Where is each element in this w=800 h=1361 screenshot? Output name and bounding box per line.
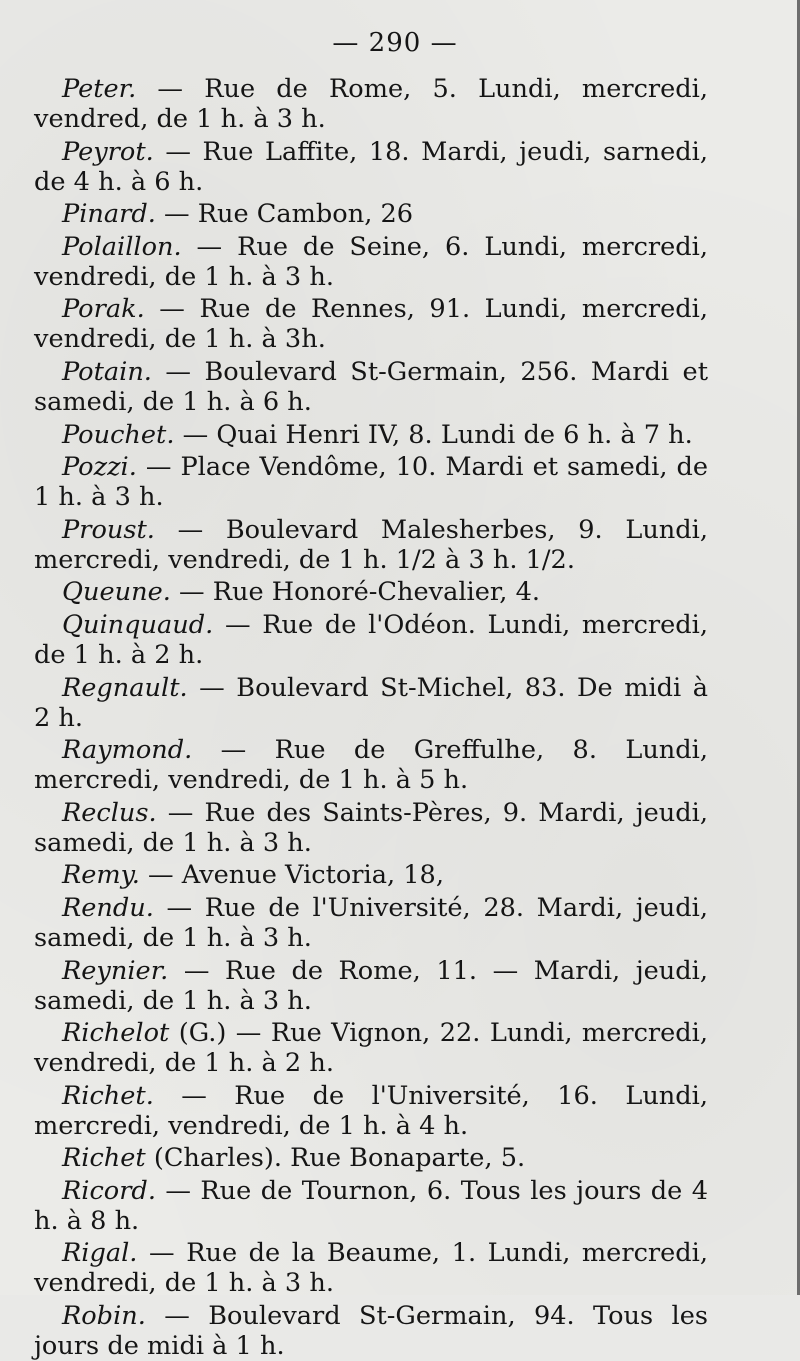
entry-text: — Boulevard St-Germain, 94. Tous les jours de midi à 1 h. <box>34 1301 708 1361</box>
list-item <box>34 798 708 858</box>
physician-name: Rigal. <box>62 1238 138 1269</box>
entry-text: — Rue de l'Université, 16. Lundi, mercredi, vendredi, de 1 h. à 4 h. <box>34 1080 708 1141</box>
list-item <box>34 1176 708 1236</box>
entry-text: — Rue de l'Université, 28. Mardi, jeudi, samedi, de 1 h. à 3 h. <box>34 892 708 953</box>
physician-name: Richelot <box>62 1018 170 1049</box>
physician-name: Richet <box>62 1143 146 1174</box>
physician-name: Remy. <box>62 860 140 891</box>
physician-name: Raymond. <box>62 735 193 766</box>
entry-text: — Boulevard St-Michel, 83. De midi à 2 h. <box>34 672 708 733</box>
entry-text: — Rue de Rome, 5. Lundi, mercredi, vendred, de 1 h. à 3 h. <box>34 74 708 134</box>
physician-name: Pouchet. <box>62 419 175 450</box>
list-item <box>34 610 708 670</box>
entry-text: — Avenue Victoria, 18, <box>139 860 444 891</box>
entry-text: (G.) — Rue Vignon, 22. Lundi, mercredi, vendredi, de 1 h. à 2 h. <box>34 1018 708 1079</box>
list-item <box>34 515 708 575</box>
physician-name: Peyrot. <box>62 136 154 167</box>
list-item <box>34 735 708 795</box>
physician-name: Quinquaud. <box>62 609 214 640</box>
physician-name: Queune. <box>62 577 171 608</box>
entry-text: — Rue de Tournon, 6. Tous les jours de 4 h. à 8 h. <box>34 1175 708 1236</box>
physician-name: Potain. <box>62 356 152 387</box>
entry-text: — Rue Laffite, 18. Mardi, jeudi, sarnedi, de 4 h. à 6 h. <box>34 136 708 197</box>
physician-name: Proust. <box>62 514 155 545</box>
list-item <box>34 956 708 1016</box>
entry-list <box>34 74 708 1361</box>
list-item <box>34 232 708 292</box>
entry-text: — Rue de Rome, 11. — Mardi, jeudi, samedi, de 1 h. à 3 h. <box>34 955 708 1016</box>
physician-name: Ricord. <box>62 1175 156 1206</box>
entry-text: — Rue de Seine, 6. Lundi, mercredi, vendredi, de 1 h. à 3 h. <box>34 231 708 292</box>
physician-name: Porak. <box>62 294 145 325</box>
entry-text: (Charles). Rue Bonaparte, 5. <box>145 1143 526 1174</box>
physician-name: Peter. <box>62 74 137 104</box>
list-item <box>34 1301 708 1361</box>
entry-text: — Place Vendôme, 10. Mardi et samedi, de 1 h. à 3 h. <box>34 452 708 513</box>
list-item <box>34 74 708 134</box>
list-item <box>34 893 708 953</box>
list-item <box>34 673 708 733</box>
physician-name: Robin. <box>62 1301 146 1332</box>
list-item <box>34 420 708 450</box>
physician-name: Polaillon. <box>62 231 182 262</box>
list-item <box>34 357 708 417</box>
physician-name: Richet. <box>62 1080 154 1111</box>
list-item <box>34 1143 708 1173</box>
list-item <box>34 452 708 512</box>
list-item <box>34 294 708 354</box>
list-item <box>34 860 708 890</box>
page-number: — 290 — <box>332 28 458 58</box>
physician-name: Pinard. <box>62 199 156 230</box>
entry-text: — Quai Henri IV, 8. Lundi de 6 h. à 7 h. <box>174 419 693 450</box>
entry-text: — Rue de la Beaume, 1. Lundi, mercredi, vendredi, de 1 h. à 3 h. <box>34 1238 708 1299</box>
physician-name: Rendu. <box>62 892 154 923</box>
physician-name: Pozzi. <box>62 452 137 483</box>
physician-name: Reynier. <box>62 955 169 986</box>
entry-text: — Boulevard St-Germain, 256. Mardi et samedi, de 1 h. à 6 h. <box>34 356 708 417</box>
physician-name: Reclus. <box>62 797 157 828</box>
list-item <box>34 1081 708 1141</box>
list-item <box>34 577 708 607</box>
list-item <box>34 1018 708 1078</box>
list-item <box>34 137 708 197</box>
physician-name: Regnault. <box>62 672 188 703</box>
entry-text: — Rue de l'Odéon. Lundi, mercredi, de 1 h. à 2 h. <box>34 609 708 670</box>
list-item <box>34 1238 708 1298</box>
entry-text: — Rue des Saints-Pères, 9. Mardi, jeudi, samedi, de 1 h. à 3 h. <box>34 797 708 858</box>
entry-text: — Rue de Greffulhe, 8. Lundi, mercredi, vendredi, de 1 h. à 5 h. <box>34 735 708 796</box>
entry-text: — Boulevard Malesherbes, 9. Lundi, mercredi, vendredi, de 1 h. 1/2 à 3 h. 1/2. <box>34 514 708 575</box>
list-item <box>34 199 708 229</box>
entry-text: — Rue de Rennes, 91. Lundi, mercredi, vendredi, de 1 h. à 3h. <box>34 294 708 355</box>
entry-text: — Rue Cambon, 26 <box>155 199 414 230</box>
entry-text: — Rue Honoré-Chevalier, 4. <box>170 577 540 608</box>
